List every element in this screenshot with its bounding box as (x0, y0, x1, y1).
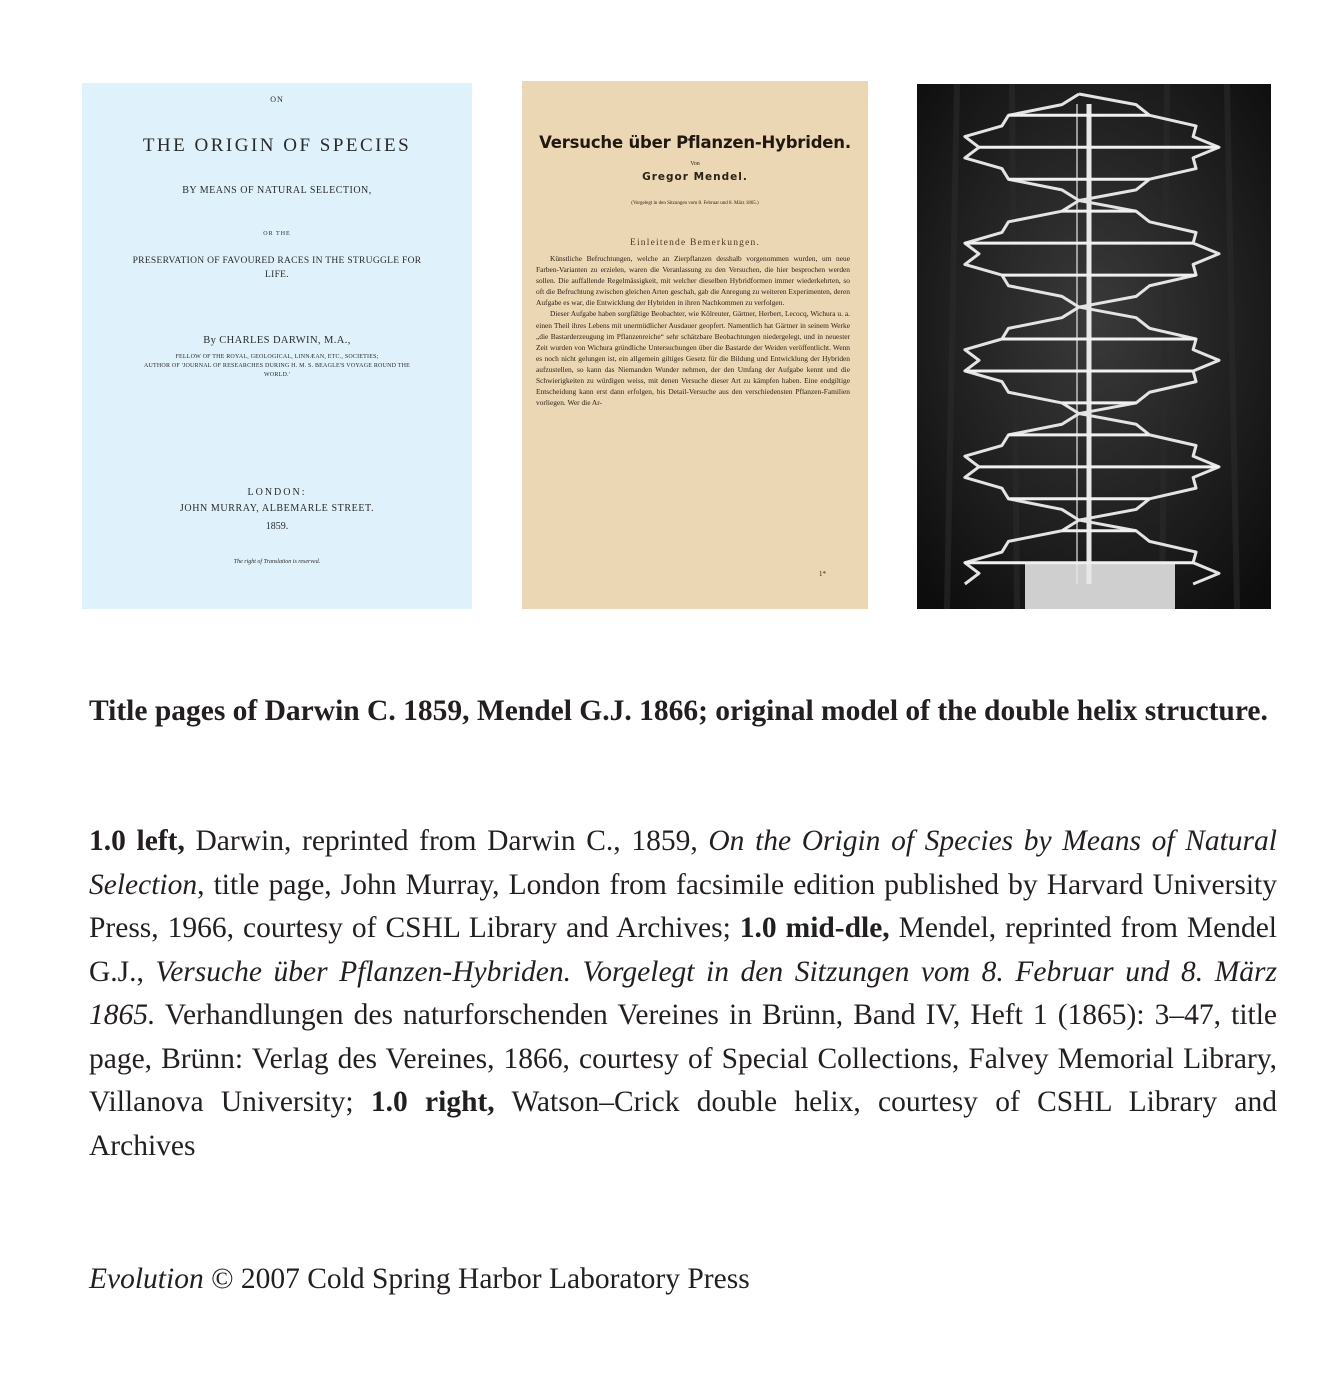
caption-left-text: Darwin, reprinted from Darwin C., 1859, (184, 825, 709, 857)
caption-middle-text: Mendel, reprinted from Mendel G.J., (89, 912, 1278, 988)
darwin-london: LONDON: (247, 487, 307, 498)
double-helix-model-photo (917, 84, 1271, 609)
mendel-page-mark: 1* (819, 570, 826, 578)
darwin-rights: The right of Translation is reserved. (233, 559, 321, 565)
darwin-subtitle: BY MEANS OF NATURAL SELECTION, (182, 185, 372, 196)
caption-middle-title: Versuche über Pflanzen-Hybriden. Vorgelegt in den Sitzungen vom 8. Februar und 8. März 1865. (89, 955, 1277, 1031)
copyright-text: © 2007 Cold Spring Harbor Laboratory Press (203, 1263, 750, 1295)
model-base (1025, 564, 1175, 609)
caption-right-label: 1.0 right, (370, 1086, 495, 1118)
mendel-note: (Vorgelegt in den Sitzungen vom 8. Februar und 8. März 1865.) (631, 201, 759, 206)
figure-caption-body (89, 820, 1277, 1168)
darwin-credentials (142, 353, 412, 380)
darwin-title-page (82, 83, 472, 609)
darwin-title: THE ORIGIN OF SPECIES (142, 135, 412, 156)
double-helix-model-image (917, 84, 1271, 609)
mendel-paragraph: Dieser Aufgabe haben sorgfältige Beobachter, wie Kölreuter, Gärtner, Herbert, Lecocq, Wichura u. a. einen Theil ihres Lebens mit unermüdlicher Ausdauer geopfert. Namentlich hat Gärtner in seinem Werke „die Bastarderzeugung im Pflanzenreiche“ sehr schätzbare Beobachtungen niedergelegt, und in neuester Zeit wurden von Wichura gründliche Untersuchungen über die Bastarde der Weiden veröffentlicht. Wenn es noch nicht gelungen ist, ein allgemein giltiges Gesetz für die Bildung und Entwicklung der Hybriden aufzustellen, so kann das Niemanden Wunder nehmen, der den Umfang der Aufgabe kennt und die Schwierigkeiten zu würdigen weiss, mit denen Versuche dieser Art zu kämpfen haben. Eine endgiltige Entscheidung kann erst dann erfolgen, bis Detail-Versuche aus den verschiedensten Pflanzen-Familien vorliegen. Wer die Ar- (536, 309, 850, 408)
caption-left-label: 1.0 left, (89, 825, 185, 857)
darwin-or-the: OR THE (263, 231, 291, 237)
mendel-title-page (522, 81, 868, 609)
darwin-publisher: JOHN MURRAY, ALBEMARLE STREET. (179, 503, 375, 514)
book-title: Evolution (89, 1263, 204, 1295)
caption-middle-label: 1.0 mid-dle, (739, 912, 890, 944)
caption-left-title: On the Origin of Species by Means of Natural Selection (89, 825, 1277, 901)
figure-caption-title: Title pages of Darwin C. 1859, Mendel G.J. 1866; original model of the double helix structure. (89, 695, 1268, 727)
caption-left-text-2: , title page, John Murray, London from facsimile edition published by Harvard University Press, 1966, courtesy of CSHL Library and Archives; (89, 868, 1277, 944)
copyright-line (89, 1258, 1277, 1302)
darwin-author-of: AUTHOR OF 'JOURNAL OF RESEARCHES DURING H. M. S. BEAGLE'S VOYAGE ROUND THE WORLD.' (143, 363, 411, 378)
mendel-heading: Einleitende Bemerkungen. (629, 238, 761, 248)
darwin-author: By CHARLES DARWIN, M.A., (203, 335, 351, 346)
darwin-on: ON (270, 95, 284, 104)
mendel-paragraph: Künstliche Befruchtungen, welche an Zierpflanzen desshalb vorgenommen wurden, um neue Farben-Varianten zu erzielen, waren die Veranlassung zu den Versuchen, die hier besprochen werden sollen. Die auffallende Regelmässigkeit, mit welcher dieselben Hybridformen immer wiederkehrten, so oft die Befruchtung zwischen gleichen Arten geschah, gab die Anregung zu weiteren Experimenten, deren Aufgabe es war, die Entwicklung der Hybriden in ihren Nachkommen zu verfolgen. (536, 254, 850, 308)
darwin-preservation: PRESERVATION OF FAVOURED RACES IN THE STRUGGLE FOR LIFE. (132, 256, 422, 280)
mendel-von: Von (690, 161, 700, 167)
caption-right-text: Watson–Crick double helix, courtesy of CSHL Library and Archives (89, 1086, 1278, 1162)
caption-middle-text-2: Verhandlungen des naturforschenden Vereines in Brünn, Band IV, Heft 1 (1865): 3–47, title page, Brünn: Verlag des Vereines, 1866, courtesy of Special Collections, Falvey Memorial Library, Villanova University; (89, 999, 1277, 1118)
darwin-fellow: FELLOW OF THE ROYAL, GEOLOGICAL, LINNÆAN, ETC., SOCIETIES; (175, 354, 379, 360)
mendel-body (536, 253, 850, 408)
mendel-title: Versuche über Pflanzen-Hybriden. (539, 133, 851, 152)
mendel-author: Gregor Mendel. (642, 171, 748, 183)
darwin-year: 1859. (265, 521, 289, 532)
